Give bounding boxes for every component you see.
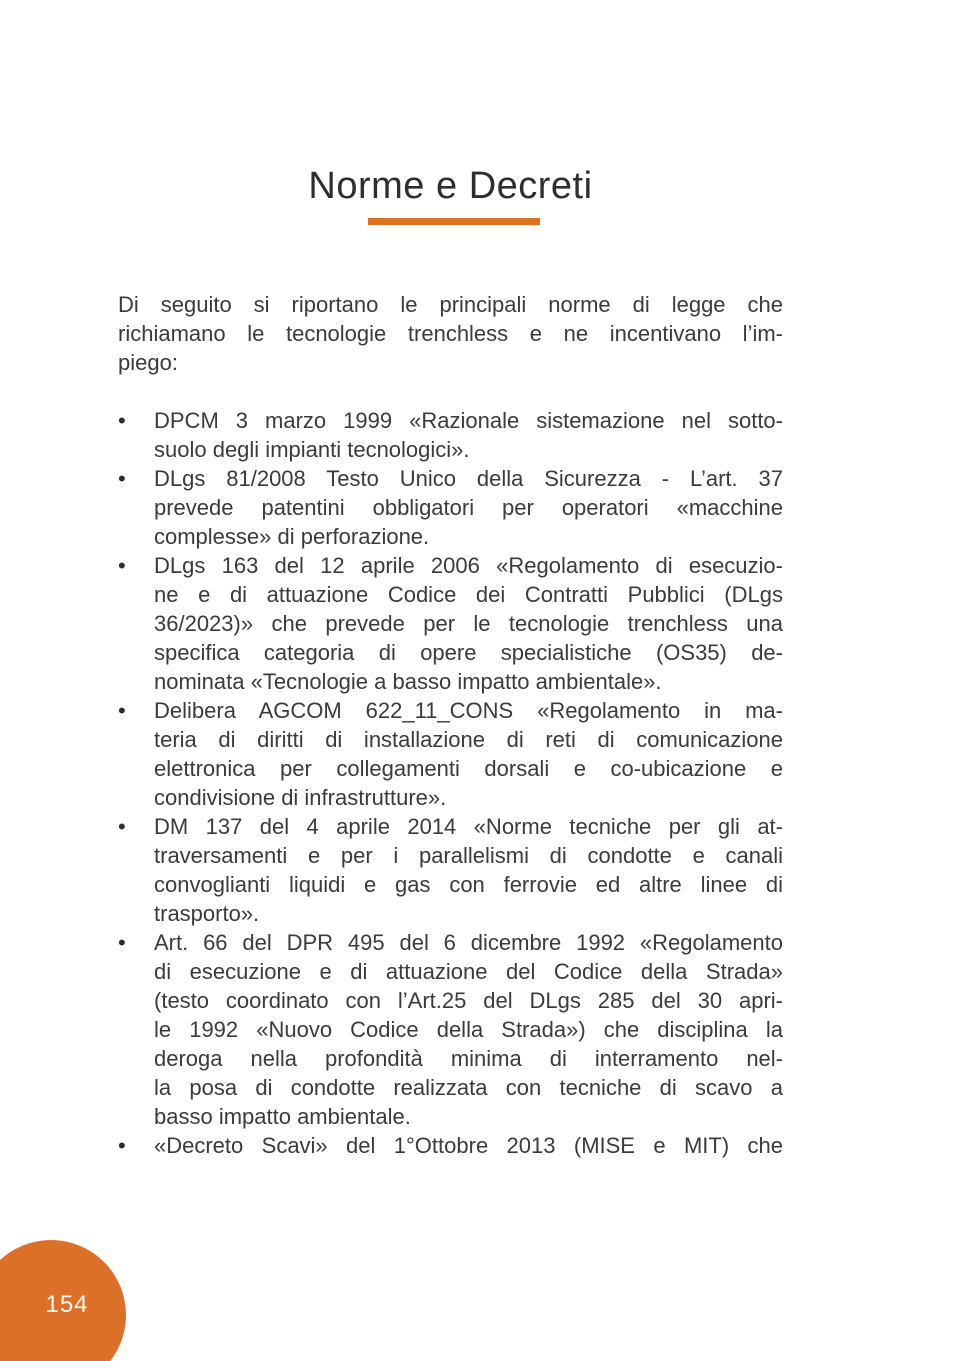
text-line: (testo coordinato con l’Art.25 del DLgs 285 del 30 apri- xyxy=(154,988,783,1013)
bullet-text xyxy=(154,696,783,812)
page-title: Norme e Decreti xyxy=(308,165,593,207)
bullet-text xyxy=(154,928,783,1131)
list-item xyxy=(118,696,783,812)
text-line: ne e di attuazione Codice dei Contratti Pubblici (DLgs xyxy=(154,582,783,607)
text-line: piego: xyxy=(118,350,178,375)
bullet-text xyxy=(154,464,783,551)
text-line: teria di diritti di installazione di reti di comunicazione xyxy=(154,727,783,752)
bullet-icon: • xyxy=(118,408,126,433)
bullet-icon: • xyxy=(118,930,126,955)
text-line: basso impatto ambientale. xyxy=(154,1104,411,1129)
bullet-icon: • xyxy=(118,814,126,839)
bullet-text xyxy=(154,1131,783,1160)
bullet-text xyxy=(154,406,783,464)
list-item xyxy=(118,464,783,551)
bullet-icon: • xyxy=(118,1133,126,1158)
list-item xyxy=(118,928,783,1131)
text-line: condivisione di infrastrutture». xyxy=(154,785,447,810)
text-line: specifica categoria di opere specialistiche (OS35) de- xyxy=(154,640,783,665)
text-line: traversamenti e per i parallelismi di condotte e canali xyxy=(154,843,783,868)
bullet-text xyxy=(154,812,783,928)
text-line: Di seguito si riportano le principali norme di legge che xyxy=(118,292,783,317)
text-line: le 1992 «Nuovo Codice della Strada») che disciplina la xyxy=(154,1017,783,1042)
text-line: prevede patentini obbligatori per operatori «macchine xyxy=(154,495,783,520)
text-line: Art. 66 del DPR 495 del 6 dicembre 1992 «Regolamento xyxy=(154,930,783,955)
text-line: «Decreto Scavi» del 1°Ottobre 2013 (MISE e MIT) che xyxy=(154,1133,783,1158)
bullet-list xyxy=(118,406,783,1160)
page-number: 154 xyxy=(45,1291,89,1318)
text-line: DLgs 81/2008 Testo Unico della Sicurezza - L’art. 37 xyxy=(154,466,783,491)
text-line: DLgs 163 del 12 aprile 2006 «Regolamento di esecuzio- xyxy=(154,553,783,578)
bullet-icon: • xyxy=(118,553,126,578)
text-line: 36/2023)» che prevede per le tecnologie trenchless una xyxy=(154,611,783,636)
text-line: trasporto». xyxy=(154,901,260,926)
text-line: di esecuzione e di attuazione del Codice della Strada» xyxy=(154,959,783,984)
text-line: Delibera AGCOM 622_11_CONS «Regolamento in ma- xyxy=(154,698,783,723)
text-line: deroga nella profondità minima di interramento nel- xyxy=(154,1046,783,1071)
bullet-text xyxy=(154,551,783,696)
text-line: DM 137 del 4 aprile 2014 «Norme tecniche per gli at- xyxy=(154,814,783,839)
bullet-icon: • xyxy=(118,698,126,723)
list-item xyxy=(118,551,783,696)
text-line: nominata «Tecnologie a basso impatto ambientale». xyxy=(154,669,662,694)
bullet-icon: • xyxy=(118,466,126,491)
text-line: elettronica per collegamenti dorsali e co-ubicazione e xyxy=(154,756,783,781)
intro-paragraph xyxy=(118,290,783,377)
title-underline xyxy=(368,218,540,225)
text-line: convoglianti liquidi e gas con ferrovie ed altre linee di xyxy=(154,872,783,897)
text-line: la posa di condotte realizzata con tecniche di scavo a xyxy=(154,1075,783,1100)
text-line: suolo degli impianti tecnologici». xyxy=(154,437,470,462)
text-line: richiamano le tecnologie trenchless e ne incentivano l’im- xyxy=(118,321,783,346)
list-item xyxy=(118,406,783,464)
text-line: DPCM 3 marzo 1999 «Razionale sistemazione nel sotto- xyxy=(154,408,783,433)
list-item xyxy=(118,1131,783,1160)
text-line: complesse» di perforazione. xyxy=(154,524,430,549)
list-item xyxy=(118,812,783,928)
